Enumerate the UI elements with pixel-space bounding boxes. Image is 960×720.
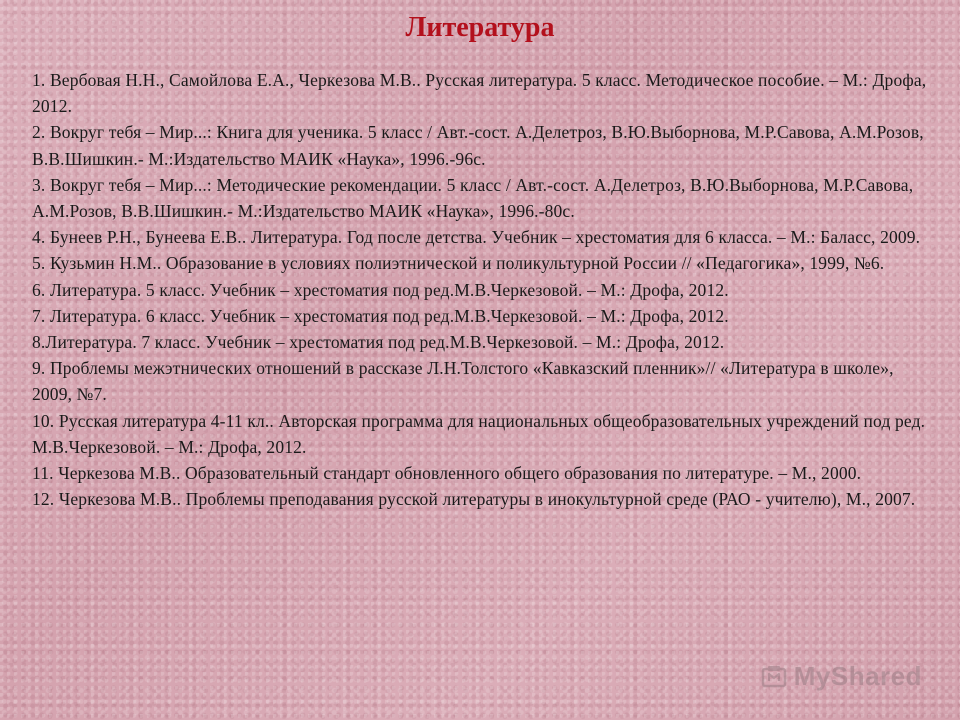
reference-item: 1. Вербовая Н.Н., Самойлова Е.А., Черкезова М.В.. Русская литература. 5 класс. Методическое пособие. – М.: Дрофа, 2012. bbox=[32, 70, 927, 117]
reference-list bbox=[32, 67, 932, 512]
reference-item: 2. Вокруг тебя – Мир...: Книга для ученика. 5 класс / Авт.-сост. А.Делетроз, В.Ю.Выборнова, М.Р.Савова, А.М.Розов, В.В.Шишкин.- М.:Издательство МАИК «Наука», 1996.-96с. bbox=[32, 122, 924, 169]
reference-item: 6. Литература. 5 класс. Учебник – хрестоматия под ред.М.В.Черкезовой. – М.: Дрофа, 2012. bbox=[32, 279, 729, 300]
myshared-logo-icon bbox=[760, 663, 788, 691]
reference-item: 3. Вокруг тебя – Мир...: Методические рекомендации. 5 класс / Авт.-сост. А.Делетроз, В.Ю.Выборнова, М.Р.Савова, А.М.Розов, В.В.Шишкин.- М.:Издательство МАИК «Наука», 1996.-80с. bbox=[32, 174, 914, 222]
reference-item: 7. Литература. 6 класс. Учебник – хрестоматия под ред.М.В.Черкезовой. – М.: Дрофа, 2012. bbox=[32, 305, 729, 326]
reference-item: 12. Черкезова М.В.. Проблемы преподавания русской литературы в инокультурной среде (РАО - учителю), М., 2007. bbox=[32, 489, 916, 510]
reference-item: 9. Проблемы межэтнических отношений в рассказе Л.Н.Толстого «Кавказский пленник»// «Литература в школе», 2009, №7. bbox=[32, 358, 894, 405]
reference-item: 5. Кузьмин Н.М.. Образование в условиях полиэтнической и поликультурной России // «Педагогика», 1999, №6. bbox=[32, 253, 885, 274]
reference-item: 4. Бунеев Р.Н., Бунеева Е.В.. Литература. Год после детства. Учебник – хрестоматия для 6 класса. – М.: Баласс, 2009. bbox=[32, 227, 921, 248]
slide-title: Литература bbox=[405, 12, 555, 43]
watermark bbox=[760, 661, 922, 692]
reference-item: 11. Черкезова М.В.. Образовательный стандарт обновленного общего образования по литературе. – М., 2000. bbox=[32, 463, 862, 484]
watermark-text: MyShared bbox=[793, 661, 922, 691]
reference-item: 10. Русская литература 4-11 кл.. Авторская программа для национальных общеобразовательных учреждений под ред. М.В.Черкезовой. – М.: Дрофа, 2012. bbox=[32, 410, 926, 457]
reference-item: 8.Литература. 7 класс. Учебник – хрестоматия под ред.М.В.Черкезовой. – М.: Дрофа, 2012. bbox=[32, 332, 725, 353]
